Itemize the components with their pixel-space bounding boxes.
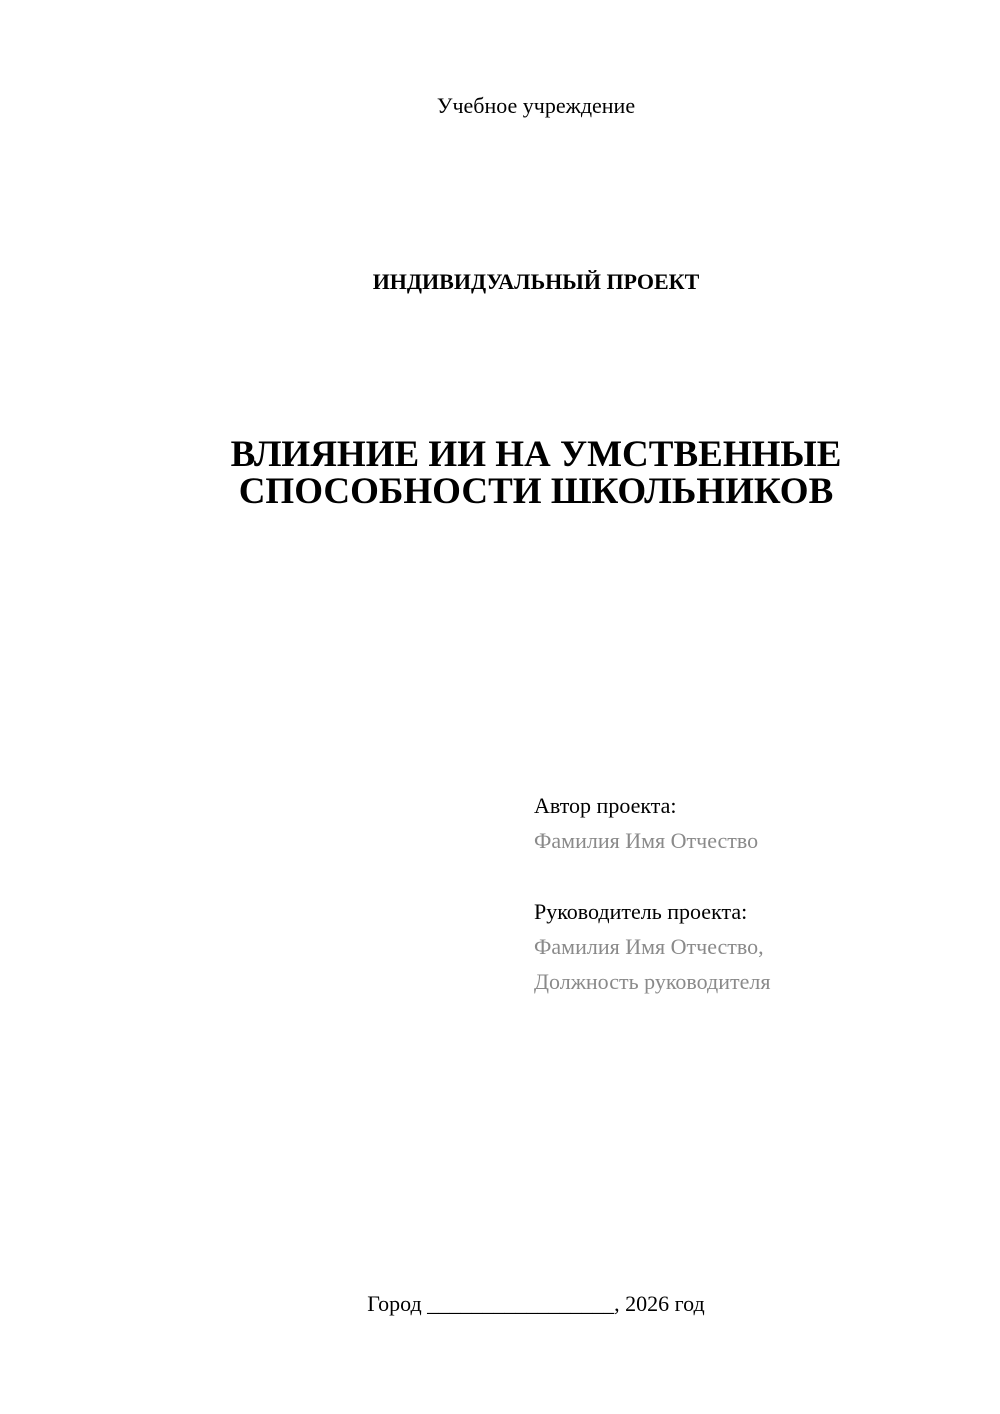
year-text: , 2026 год <box>614 1291 705 1316</box>
author-label: Автор проекта: <box>534 793 677 818</box>
supervisor-block <box>534 894 770 999</box>
supervisor-name-placeholder: Фамилия Имя Отчество, <box>534 934 764 959</box>
project-title-line-2: СПОСОБНОСТИ ШКОЛЬНИКОВ <box>238 471 834 512</box>
institution-name: Учебное учреждение <box>436 93 636 118</box>
footer-city-year <box>0 1290 1000 1318</box>
author-name-placeholder: Фамилия Имя Отчество <box>534 828 759 853</box>
supervisor-label: Руководитель проекта: <box>534 899 748 924</box>
city-label: Город <box>367 1291 422 1316</box>
author-block <box>534 788 758 858</box>
project-title-line-1: ВЛИЯНИЕ ИИ НА УМСТВЕННЫЕ <box>230 434 842 475</box>
project-title <box>0 436 1000 510</box>
supervisor-position-placeholder: Должность руководителя <box>534 969 771 994</box>
city-blank-line: _________________ <box>427 1291 615 1316</box>
project-type-heading: ИНДИВИДУАЛЬНЫЙ ПРОЕКТ <box>372 269 700 294</box>
